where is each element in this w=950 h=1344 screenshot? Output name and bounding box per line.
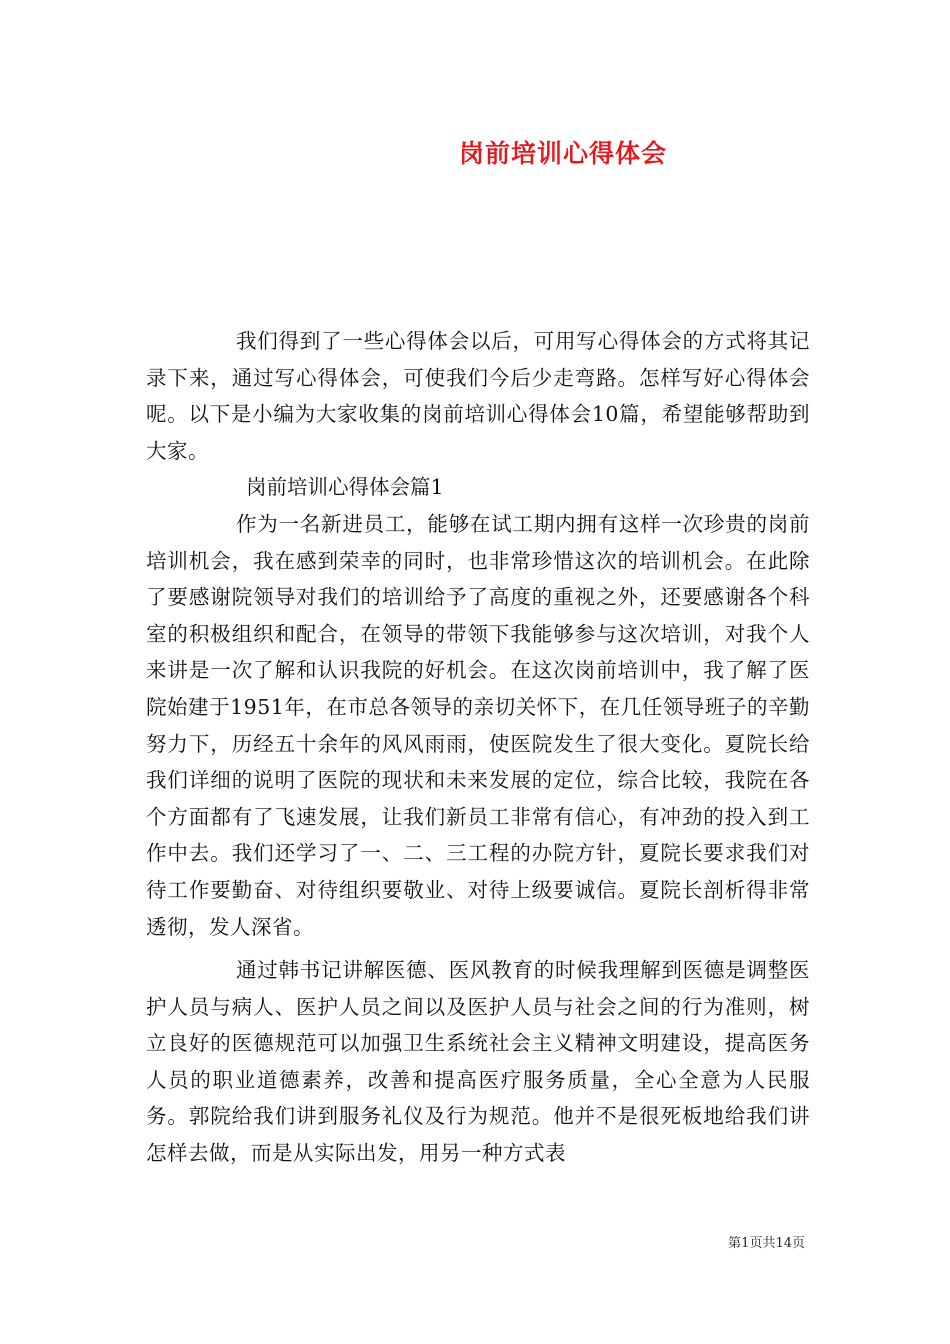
section-heading: 岗前培训心得体会篇1 bbox=[246, 475, 444, 500]
body-paragraph-1: 作为一名新进员工，能够在试工期内拥有这样一次珍贵的岗前培训机会，我在感到荣幸的同时，也非常珍惜这次的培训机会。在此除了要感谢院领导对我们的培训给予了高度的重视之外，还要感谢各个科室的积极组织和配合，在领导的带领下我能够参与这次培训，对我个人来讲是一次了解和认识我院的好机会。在这次岗前培训中，我了解了医院始建于1951年，在市总各领导的亲切关怀下，在几任领导班子的辛勤努力下，历经五十余年的风风雨雨，使医院发生了很大变化。夏院长给我们详细的说明了医院的现状和未来发展的定位，综合比较，我院在各个方面都有了飞速发展，让我们新员工非常有信心，有冲劲的投入到工作中去。我们还学习了一、二、三工程的办院方针，夏院长要求我们对待工作要勤奋、对待组织要敬业、对待上级要诚信。夏院长剖析得非常透彻，发人深省。 bbox=[146, 511, 810, 939]
intro-paragraph: 我们得到了一些心得体会以后，可用写心得体会的方式将其记录下来，通过写心得体会，可使我们今后少走弯路。怎样写好心得体会呢。以下是小编为大家收集的岗前培训心得体会10篇，希望能够帮助到大家。 bbox=[146, 329, 810, 463]
page-number-footer: 第1页共14页 bbox=[728, 1236, 805, 1251]
body-paragraph-2: 通过韩书记讲解医德、医风教育的时候我理解到医德是调整医护人员与病人、医护人员之间以及医护人员与社会之间的行为准则，树立良好的医德规范可以加强卫生系统社会主义精神文明建设，提高医务人员的职业道德素养，改善和提高医疗服务质量，全心全意为人民服务。郭院给我们讲到服务礼仪及行为规范。他并不是很死板地给我们讲怎样去做，而是从实际出发，用另一种方式表 bbox=[146, 958, 810, 1166]
page-title: 岗前培训心得体会 bbox=[458, 139, 667, 168]
document-body bbox=[146, 323, 810, 1172]
